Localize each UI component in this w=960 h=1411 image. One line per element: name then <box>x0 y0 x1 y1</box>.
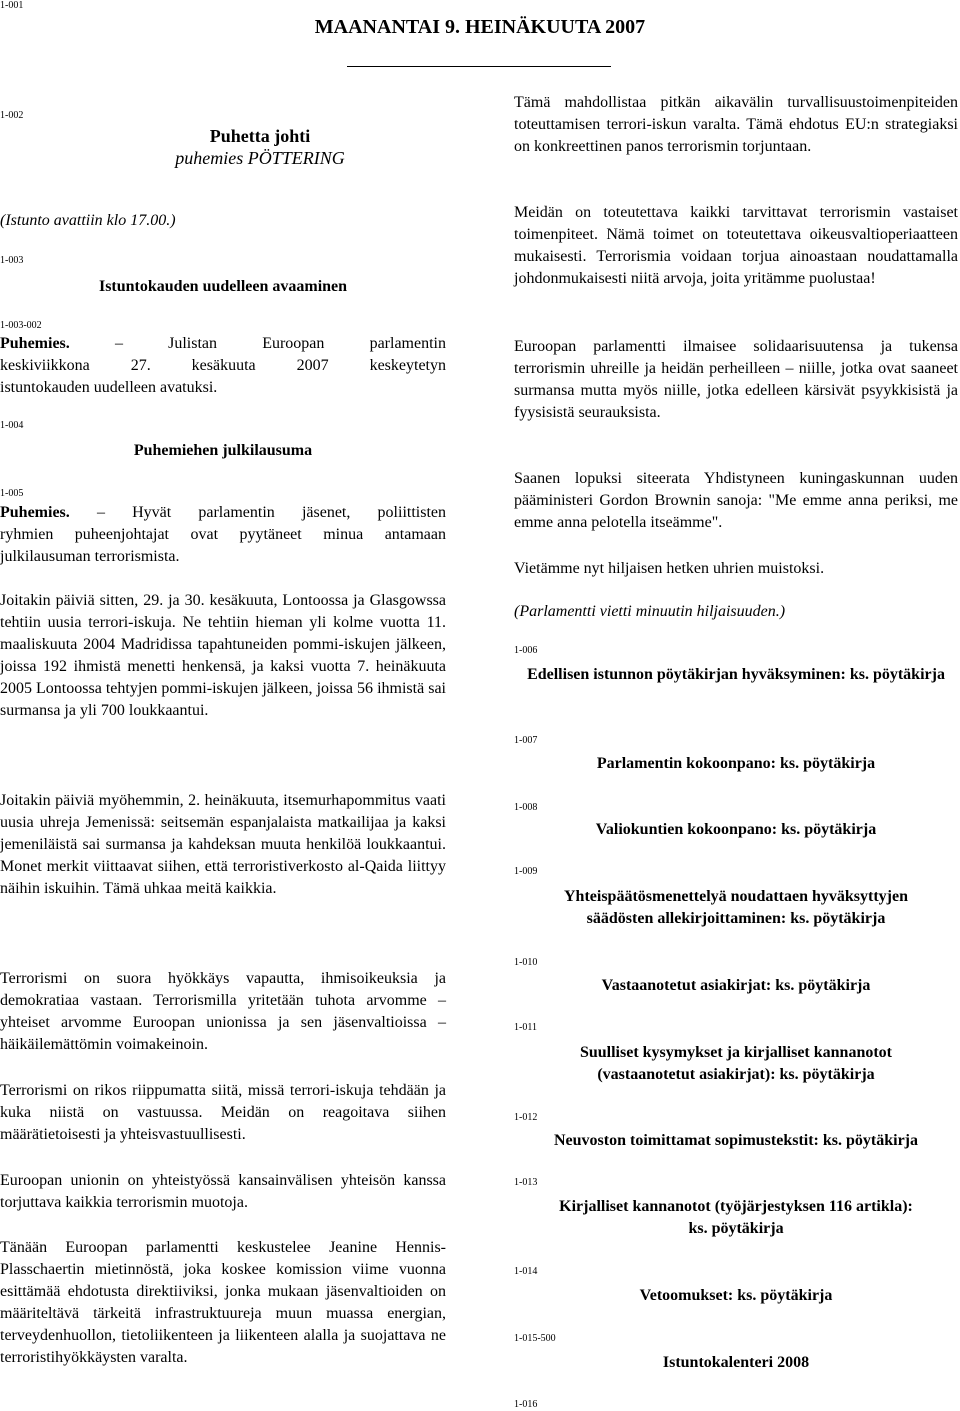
paragraph: Terrorismi on rikos riippumatta siitä, missä terrori-iskuja tehdään ja kuka niistä on vastuussa. Meidän on reagoitava siihen määrätietoisesti ja yhteisvastuullisesti. <box>0 1082 446 1143</box>
heading-signing-acts: Yhteispäätösmenettelyä noudattaen hyväksyttyjen säädösten allekirjoittaminen: ks. pöytäkirja <box>564 888 908 927</box>
session-opening-note: (Istunto avattiin klo 17.00.) <box>0 212 176 229</box>
header-rule <box>347 66 611 67</box>
paragraph: Joitakin päiviä sitten, 29. ja 30. kesäkuuta, Lontoossa ja Glasgowssa tehtiin uusia terrori-iskuja. Ne tehtiin hieman yli kolme vuotta 11. maaliskuuta 2004 Madridissa tapahtuneiden pommi-iskujen jälkeen, joissa 192 ihmistä menetti henkensä, ja kaksi vuotta 7. heinäkuuta 2005 Lontoossa tehtyjen pommi-iskujen jälkeen, joissa 56 ihmistä sai surmansa ja yli 700 loukkaantui. <box>0 592 446 719</box>
item-number: 1-003-002 <box>0 320 42 331</box>
paragraph: Terrorismi on suora hyökkäys vapautta, ihmisoikeuksia ja demokratiaa vastaan. Terrorismilla yritetään tuhota arvomme – yhteiset arvomme Euroopan unionissa ja sen jäsenvaltioissa – häikäilemättömin voimakeinoin. <box>0 970 446 1053</box>
heading-calendar: Istuntokalenteri 2008 <box>662 1354 810 1371</box>
heading-parliament-membership: Parlamentin kokoonpano: ks. pöytäkirja <box>596 755 876 772</box>
heading-minutes-approval: Edellisen istunnon pöytäkirjan hyväksyminen: ks. pöytäkirja <box>527 666 945 683</box>
heading-council-texts: Neuvoston toimittamat sopimustekstit: ks. pöytäkirja <box>554 1132 918 1149</box>
session-chair-name: puhemies PÖTTERING <box>175 148 345 168</box>
paragraph-statement: Puhemies. – Hyvät parlamentin jäsenet, poliittisten ryhmien puheenjohtajat ovat pyytäneet minua antamaan julkilausuman terrorismista. <box>0 504 446 565</box>
speaker-label: Puhemies. <box>0 504 70 521</box>
paragraph: Tämä mahdollistaa pitkän aikavälin turvallisuustoimenpiteiden toteuttamisen terrori-iskun varalta. Tämä ehdotus EU:n strategiaksi on konkreettinen panos terrorismin torjuntaan. <box>514 94 958 155</box>
item-number: 1-012 <box>514 1112 538 1123</box>
heading-written-declarations: Kirjalliset kannanotot (työjärjestyksen 116 artikla): ks. pöytäkirja <box>559 1198 913 1237</box>
session-chair-title: Puhetta johti <box>209 126 311 146</box>
document-date: MAANANTAI 9. HEINÄKUUTA 2007 <box>314 16 646 38</box>
item-number: 1-013 <box>514 1177 538 1188</box>
item-number: 1-014 <box>514 1266 538 1277</box>
item-number: 1-001 <box>0 0 24 11</box>
paragraph: Tänään Euroopan parlamentti keskustelee Jeanine Hennis-Plasschaertin mietinnöstä, joka koskee komission viime vuonna esittämää ehdotusta direktiiviksi, jonka mukaan jäsenvaltioiden on määriteltävä tärkeitä infrastruktuureja muun muassa energian, terveydenhuollon, tietoliikenteen ja liikenteen alalla ja suojattava ne terroristihyökkäysten varalta. <box>0 1239 446 1366</box>
heading-petitions: Vetoomukset: ks. pöytäkirja <box>639 1287 833 1304</box>
item-number: 1-002 <box>0 110 24 121</box>
item-number: 1-003 <box>0 255 24 266</box>
paragraph: Joitakin päiviä myöhemmin, 2. heinäkuuta, itsemurhapommitus vaati uusia uhreja Jemenissä: seitsemän espanjalaista matkailijaa ja kaksi jemeniläistä sai surmansa ja kahdeksan muuta henkilöä loukkaantui. Monet merkit viittaavat siihen, että terroristiverkosto al-Qaida liittyy näihin iskuihin. Tämä uhkaa meitä kaikkia. <box>0 792 446 897</box>
speaker-label: Puhemies. <box>0 335 70 352</box>
item-number: 1-004 <box>0 420 24 431</box>
item-number: 1-008 <box>514 802 538 813</box>
item-number: 1-011 <box>514 1022 537 1033</box>
item-number: 1-010 <box>514 957 538 968</box>
item-number: 1-006 <box>514 645 538 656</box>
heading-documents-received: Vastaanotetut asiakirjat: ks. pöytäkirja <box>601 977 871 994</box>
heading-statement: Puhemiehen julkilausuma <box>133 442 313 459</box>
item-number: 1-007 <box>514 735 538 746</box>
item-number: 1-016 <box>514 1399 538 1410</box>
silence-note: (Parlamentti vietti minuutin hiljaisuuden.) <box>514 603 786 620</box>
item-number: 1-009 <box>514 866 538 877</box>
paragraph: Meidän on toteutettava kaikki tarvittavat terrorismin vastaiset toimenpiteet. Nämä toimet on toteutettava oikeusvaltioperiaatteen mukaisesti. Terrorismia voidaan torjua ainoastaan noudattamalla johdonmukaisesti niitä arvoja, joita yritämme puolustaa! <box>514 204 958 287</box>
item-number: 1-005 <box>0 488 24 499</box>
paragraph: Vietämme nyt hiljaisen hetken uhrien muistoksi. <box>514 560 825 577</box>
paragraph: Euroopan unionin on yhteistyössä kansainvälisen yhteisön kanssa torjuttava kaikkia terrorismin muotoja. <box>0 1172 446 1211</box>
heading-resumption: Istuntokauden uudelleen avaaminen <box>98 278 348 295</box>
heading-committee-membership: Valiokuntien kokoonpano: ks. pöytäkirja <box>595 821 877 838</box>
paragraph-resumption: Puhemies. – Julistan Euroopan parlamentin keskiviikkona 27. kesäkuuta 2007 keskeytetyn istuntokauden uudelleen avatuksi. <box>0 335 446 396</box>
heading-oral-questions: Suulliset kysymykset ja kirjalliset kannanotot (vastaanotetut asiakirjat): ks. pöytäkirja <box>579 1044 893 1083</box>
paragraph: Euroopan parlamentti ilmaisee solidaarisuutensa ja tukensa terrorismin uhreille ja heidän perheilleen – niille, jotka ovat saaneet surmansa mutta myös niille, jotka edelleen kärsivät psyykkisistä ja fyysisistä seurauksista. <box>514 338 958 421</box>
paragraph: Saanen lopuksi siteerata Yhdistyneen kuningaskunnan uuden pääministeri Gordon Brownin sanoja: "Me emme anna periksi, me emme anna pelotella itseämme". <box>514 470 958 531</box>
item-number: 1-015-500 <box>514 1333 556 1344</box>
